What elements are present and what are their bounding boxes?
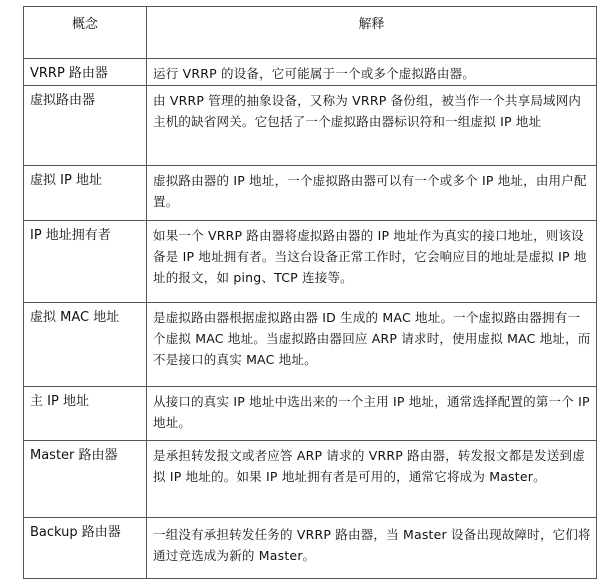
header-explanation: 解释 [147, 7, 597, 59]
description-cell: 运行 VRRP 的设备，它可能属于一个或多个虚拟路由器。 [147, 59, 597, 86]
term-cell: VRRP 路由器 [24, 59, 147, 86]
term-cell: Backup 路由器 [24, 517, 147, 578]
table-row [24, 441, 597, 517]
table-row [24, 302, 597, 387]
description-cell: 是虚拟路由器根据虚拟路由器 ID 生成的 MAC 地址。一个虚拟路由器拥有一个虚拟 MAC 地址。当虚拟路由器回应 ARP 请求时，使用虚拟 MAC 地址，而不是接口的真实 MAC 地址。 [147, 302, 597, 387]
header-concept: 概念 [24, 7, 147, 59]
vrrp-concepts-table [23, 6, 597, 579]
term-cell: 主 IP 地址 [24, 387, 147, 441]
table-row [24, 59, 597, 86]
table-row [24, 221, 597, 303]
term-cell: 虚拟 MAC 地址 [24, 302, 147, 387]
description-cell: 是承担转发报文或者应答 ARP 请求的 VRRP 路由器，转发报文都是发送到虚拟 IP 地址的。如果 IP 地址拥有者是可用的，通常它将成为 Master。 [147, 441, 597, 517]
term-cell: IP 地址拥有者 [24, 221, 147, 303]
description-cell: 虚拟路由器的 IP 地址，一个虚拟路由器可以有一个或多个 IP 地址，由用户配置。 [147, 166, 597, 221]
table-row [24, 387, 597, 441]
description-cell: 从接口的真实 IP 地址中选出来的一个主用 IP 地址，通常选择配置的第一个 IP 地址。 [147, 387, 597, 441]
description-cell: 如果一个 VRRP 路由器将虚拟路由器的 IP 地址作为真实的接口地址，则该设备是 IP 地址拥有者。当这台设备正常工作时，它会响应目的地址是虚拟 IP 地址的报文，如 ping、TCP 连接等。 [147, 221, 597, 303]
table-row [24, 517, 597, 578]
description-cell: 由 VRRP 管理的抽象设备，又称为 VRRP 备份组，被当作一个共享局域网内主机的缺省网关。它包括了一个虚拟路由器标识符和一组虚拟 IP 地址 [147, 85, 597, 166]
table-row [24, 166, 597, 221]
table-header-row [24, 7, 597, 59]
term-cell: 虚拟 IP 地址 [24, 166, 147, 221]
term-cell: Master 路由器 [24, 441, 147, 517]
table-row [24, 85, 597, 166]
term-cell: 虚拟路由器 [24, 85, 147, 166]
description-cell: 一组没有承担转发任务的 VRRP 路由器，当 Master 设备出现故障时，它们将通过竞选成为新的 Master。 [147, 517, 597, 578]
